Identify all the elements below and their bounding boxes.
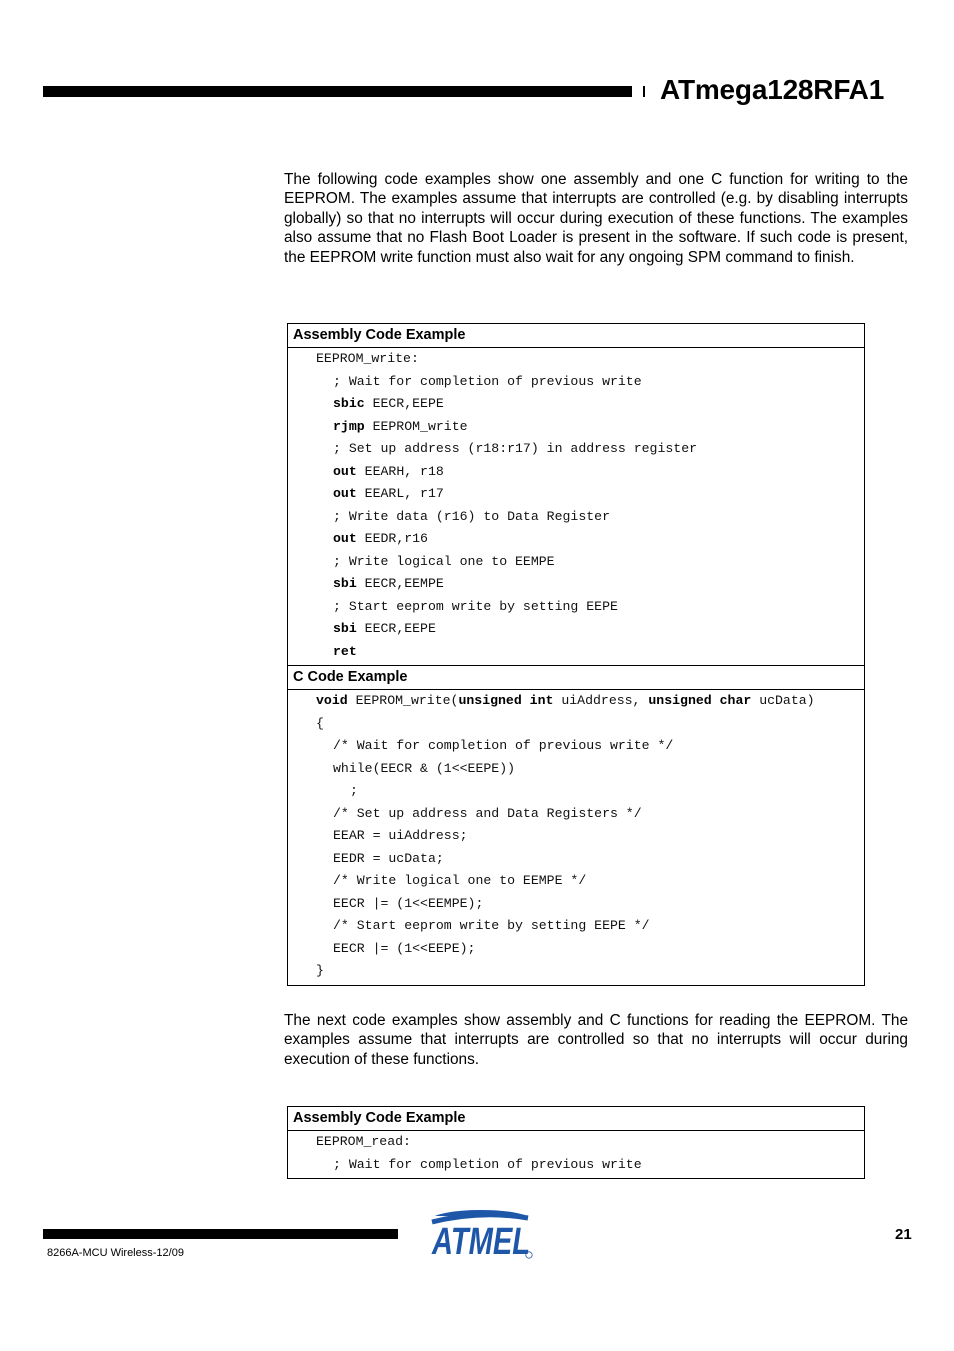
code-text: while(EECR & (1<<EEPE)) xyxy=(333,760,516,776)
code-line xyxy=(288,735,864,758)
code-line xyxy=(288,506,864,529)
header-rule xyxy=(43,86,632,97)
code-keyword: void xyxy=(316,693,348,708)
code-line xyxy=(288,596,864,619)
code-text: ; Set up address (r18:r17) in address register xyxy=(333,441,698,456)
code-text: EEAR = uiAddress; xyxy=(333,828,468,843)
c-code-heading: C Code Example xyxy=(288,665,864,690)
code-line xyxy=(288,573,864,596)
code-line xyxy=(288,780,864,803)
code-text: EEPROM_write( xyxy=(347,693,459,708)
code-line xyxy=(288,1154,864,1177)
code-keyword: out xyxy=(333,486,357,501)
page-number: 21 xyxy=(895,1226,912,1243)
code-line xyxy=(288,915,864,938)
code-keyword: sbic xyxy=(333,396,365,411)
code-text: /* Start eeprom write by setting EEPE */ xyxy=(333,918,650,933)
code-keyword: out xyxy=(333,531,357,546)
code-keyword: sbi xyxy=(333,621,357,636)
code-line xyxy=(288,461,864,484)
code-text: /* Set up address and Data Registers */ xyxy=(333,805,642,821)
code-text: ; Write data (r16) to Data Register xyxy=(333,508,610,524)
assembly-code-block xyxy=(288,348,864,665)
code-text: } xyxy=(316,963,324,978)
document-id: 8266A-MCU Wireless-12/09 xyxy=(47,1247,184,1259)
code-line xyxy=(288,528,864,551)
code-line xyxy=(288,371,864,394)
code-text: EECR |= (1<<EEPE); xyxy=(333,940,476,956)
code-text: ; Write logical one to EEMPE xyxy=(333,553,555,569)
c-code-block xyxy=(288,690,864,985)
code-keyword: unsigned int xyxy=(458,693,554,708)
code-line xyxy=(288,803,864,826)
code-line xyxy=(288,483,864,506)
code-line xyxy=(288,960,864,983)
assembly-code-heading: Assembly Code Example xyxy=(288,324,864,348)
code-line xyxy=(288,416,864,439)
code-line xyxy=(288,551,864,574)
code-text: /* Wait for completion of previous write */ xyxy=(333,738,674,753)
code-text: EECR |= (1<<EEMPE); xyxy=(333,895,484,911)
code-line xyxy=(288,713,864,736)
header-rule-tick xyxy=(643,86,645,97)
read-intro-paragraph: The next code examples show assembly and C functions for reading the EEPROM. The examples assume that interrupts are controlled so that no interrupts will occur during execution of these functions. xyxy=(284,1012,908,1068)
code-line xyxy=(288,758,864,781)
code-text: { xyxy=(316,715,324,731)
code-text: ; Start eeprom write by setting EEPE xyxy=(333,598,618,614)
code-keyword: sbi xyxy=(333,576,357,591)
code-text: /* Write logical one to EEMPE */ xyxy=(333,873,587,888)
code-text: ; xyxy=(350,783,358,798)
code-text: uiAddress, xyxy=(553,693,649,708)
code-line xyxy=(288,1131,864,1154)
code-keyword: out xyxy=(333,463,357,479)
code-text: EECR,EEPE xyxy=(356,621,436,636)
code-text: EEDR,r16 xyxy=(356,531,428,546)
code-line xyxy=(288,641,864,664)
code-line xyxy=(288,938,864,961)
assembly-code-heading: Assembly Code Example xyxy=(288,1107,864,1131)
page-title: ATmega128RFA1 xyxy=(660,74,885,105)
code-line xyxy=(288,893,864,916)
code-line xyxy=(288,438,864,461)
footer-rule xyxy=(43,1229,398,1239)
code-text: EEPROM_write xyxy=(364,418,468,434)
code-text: ucData) xyxy=(751,693,815,708)
code-text: ; Wait for completion of previous write xyxy=(333,373,642,389)
code-line xyxy=(288,690,864,713)
eeprom-read-code-table xyxy=(287,1106,865,1179)
assembly-code-block xyxy=(288,1131,864,1178)
code-line xyxy=(288,348,864,371)
code-text: ; Wait for completion of previous write xyxy=(333,1156,642,1172)
atmel-logo xyxy=(428,1208,534,1263)
code-text: EEDR = ucData; xyxy=(333,850,444,866)
logo-wordmark: ATMEL xyxy=(431,1221,530,1263)
code-keyword: unsigned char xyxy=(648,693,752,708)
code-text: EEARL, r17 xyxy=(356,486,444,501)
code-keyword: rjmp xyxy=(333,418,365,434)
code-line xyxy=(288,825,864,848)
code-text: EECR,EEMPE xyxy=(356,576,444,591)
code-text: EEPROM_write: xyxy=(316,351,419,366)
code-line xyxy=(288,393,864,416)
code-text: EECR,EEPE xyxy=(364,396,444,411)
code-line xyxy=(288,848,864,871)
code-keyword: ret xyxy=(333,643,357,659)
code-line xyxy=(288,870,864,893)
eeprom-write-code-table xyxy=(287,323,865,986)
code-text: EEARH, r18 xyxy=(356,463,444,479)
code-line xyxy=(288,618,864,641)
code-text: EEPROM_read: xyxy=(316,1134,411,1149)
intro-paragraph: The following code examples show one assembly and one C function for writing to the EEPROM. The examples assume that interrupts are controlled (e.g. by disabling interrupts globally) so that no interrupts will occur during execution of these functions. The examples also assume that no Flash Boot Loader is present in the software. If such code is present, the EEPROM write function must also wait for any ongoing SPM command to finish. xyxy=(284,171,908,266)
